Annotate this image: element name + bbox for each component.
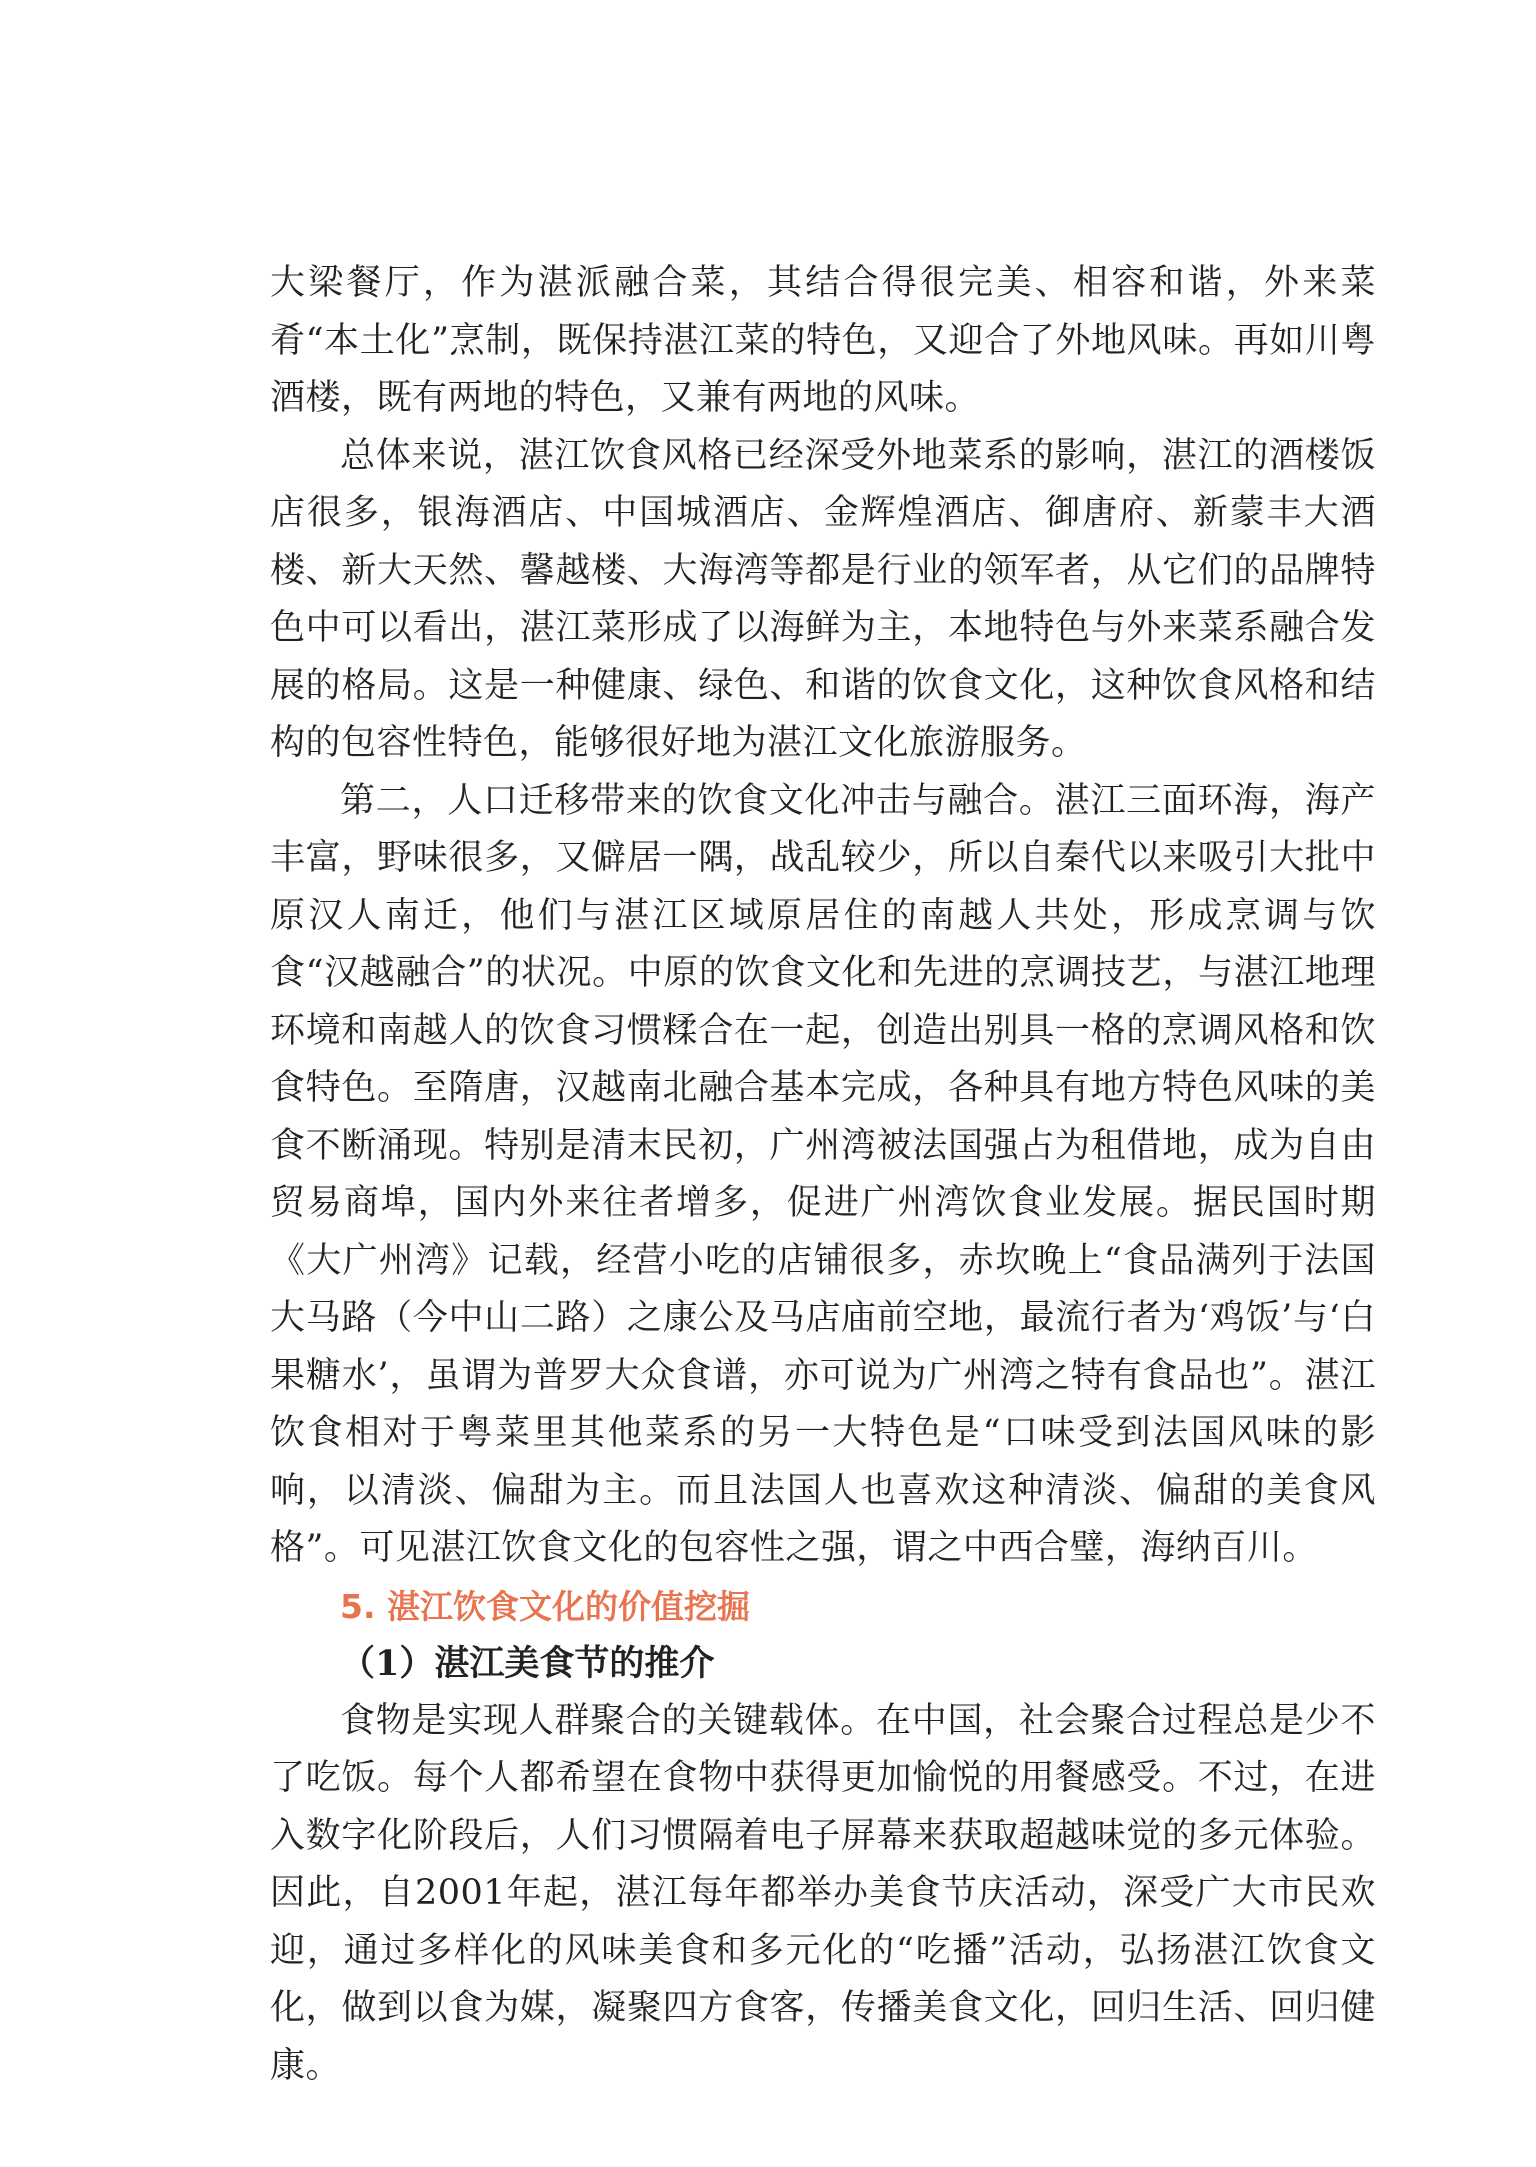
sub-heading: （1）湛江美食节的推介 <box>340 1643 715 1684</box>
paragraph-migration: 第二，人口迁移带来的饮食文化冲击与融合。湛江三面环海，海产丰富，野味很多，又僻居一隅，战乱较少，所以自秦代以来吸引大批中原汉人南迁，他们与湛江区域原居住的南越人共处，形成烹调与饮食“汉越融合”的状况。中原的饮食文化和先进的烹调技艺，与湛江地理环境和南越人的饮食习惯糅合在一起，创造出别具一格的烹调风格和饮食特色。至隋唐，汉越南北融合基本完成，各种具有地方特色风味的美食不断涌现。特别是清末民初，广州湾被法国强占为租借地，成为自由贸易商埠，国内外来往者增多，促进广州湾饮食业发展。据民国时期《大广州湾》记载，经营小吃的店铺很多，赤坎晚上“食品满列于法国大马路（今中山二路）之康公及马店庙前空地，最流行者为‘鸡饭’与‘白果糖水’，虽谓为普罗大众食谱，亦可说为广州湾之特有食品也”。湛江饮食相对于粤菜里其他菜系的另一大特色是“口味受到法国风味的影响，以清淡、偏甜为主。而且法国人也喜欢这种清淡、偏甜的美食风格”。可见湛江饮食文化的包容性之强，谓之中西合璧，海纳百川。 <box>270 780 1376 1568</box>
paragraph-food-festival: 食物是实现人群聚合的关键载体。在中国，社会聚合过程总是少不了吃饭。每个人都希望在食物中获得更加愉悦的用餐感受。不过，在进入数字化阶段后，人们习惯隔着电子屏幕来获取超越味觉的多元体验。因此，自2001年起，湛江每年都举办美食节庆活动，深受广大市民欢迎，通过多样化的风味美食和多元化的“吃播”活动，弘扬湛江饮食文化，做到以食为媒，凝聚四方食客，传播美食文化，回归生活、回归健康。 <box>270 1700 1376 2086</box>
section-heading: 5. 湛江饮食文化的价值挖掘 <box>340 1586 750 1626</box>
paragraph-continuation: 大梁餐厅，作为湛派融合菜，其结合得很完美、相容和谐，外来菜肴“本土化”烹制，既保持湛江菜的特色，又迎合了外地风味。再如川粤酒楼，既有两地的特色，又兼有两地的风味。 <box>270 263 1376 418</box>
paragraph-overview: 总体来说，湛江饮食风格已经深受外地菜系的影响，湛江的酒楼饭店很多，银海酒店、中国城酒店、金辉煌酒店、御唐府、新蒙丰大酒楼、新大天然、馨越楼、大海湾等都是行业的领军者，从它们的品牌特色中可以看出，湛江菜形成了以海鲜为主，本地特色与外来菜系融合发展的格局。这是一种健康、绿色、和谐的饮食文化，这种饮食风格和结构的包容性特色，能够很好地为湛江文化旅游服务。 <box>270 435 1376 763</box>
document-page <box>270 255 1376 2095</box>
